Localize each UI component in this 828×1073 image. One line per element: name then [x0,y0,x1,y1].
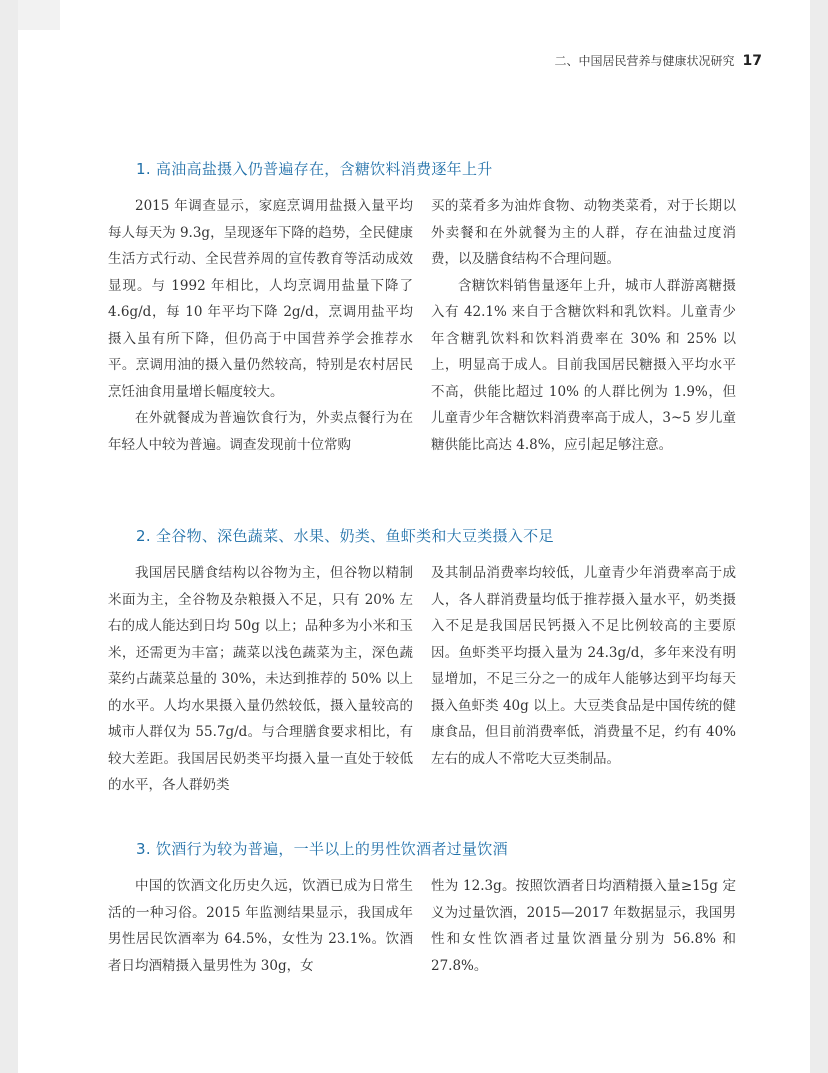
running-header [555,52,763,69]
section-2-left-column [108,560,413,799]
section-2-right-column [431,560,736,772]
section-3-paragraph-1-continued: 性为 12.3g。按照饮酒者日均酒精摄入量≥15g 定义为过量饮酒，2015—2017 年数据显示，我国男性和女性饮酒者过量饮酒量分别为 56.8% 和 27.8%。 [431,878,736,974]
section-3-heading: 3. 饮酒行为较为普遍，一半以上的男性饮酒者过量饮酒 [136,840,508,858]
page-corner-tab [18,0,60,30]
section-2-heading: 2. 全谷物、深色蔬菜、水果、奶类、鱼虾类和大豆类摄入不足 [136,527,554,545]
section-2-paragraph-1-continued: 及其制品消费率均较低，儿童青少年消费率高于成人，各人群消费量均低于推荐摄入量水平，奶类摄入不足是我国居民钙摄入不足比例较高的主要原因。鱼虾类平均摄入量为 24.3g/d，多年来没有明显增加，不足三分之一的成年人能够达到平均每天摄入鱼虾类 40g 以上。大豆类食品是中国传统的健康食品，但目前消费率低，消费量不足，约有 40% 左右的成人不常吃大豆类制品。 [431,565,736,767]
section-3-left-column [108,873,413,979]
section-1-paragraph-1: 2015 年调查显示，家庭烹调用盐摄入量平均每人每天为 9.3g，呈现逐年下降的趋势，全民健康生活方式行动、全民营养周的宣传教育等活动成效显现。与 1992 年相比，人均烹调用盐量下降了 4.6g/d，每 10 年平均下降 2g/d，烹调用盐平均摄入虽有所下降，但仍高于中国营养学会推荐水平。烹调用油的摄入量仍然较高，特别是农村居民烹饪油食用量增长幅度较大。 [108,198,413,400]
section-1-paragraph-3: 含糖饮料销售量逐年上升，城市人群游离糖摄入有 42.1% 来自于含糖饮料和乳饮料。儿童青少年含糖乳饮料和饮料消费率在 30% 和 25% 以上，明显高于成人。目前我国居民糖摄入平均水平不高，供能比超过 10% 的人群比例为 1.9%，但儿童青少年含糖饮料消费率高于成人，3~5 岁儿童糖供能比高达 4.8%，应引起足够注意。 [431,277,736,453]
section-1-left-column [108,193,413,458]
page-number: 17 [742,53,762,69]
section-1-paragraph-2-continued: 买的菜肴多为油炸食物、动物类菜肴，对于长期以外卖餐和在外就餐为主的人群，存在油盐过度消费，以及膳食结构不合理问题。 [431,198,736,267]
section-1-right-column [431,193,736,458]
document-page [18,0,810,1073]
section-3-right-column [431,873,736,979]
section-1-paragraph-2: 在外就餐成为普遍饮食行为，外卖点餐行为在年轻人中较为普遍。调查发现前十位常购 [108,410,413,453]
running-title: 二、中国居民营养与健康状况研究 [554,54,735,68]
section-3-paragraph-1: 中国的饮酒文化历史久远，饮酒已成为日常生活的一种习俗。2015 年监测结果显示，我国成年男性居民饮酒率为 64.5%，女性为 23.1%。饮酒者日均酒精摄入量男性为 30g，女 [108,878,413,974]
section-2-paragraph-1: 我国居民膳食结构以谷物为主，但谷物以精制米面为主，全谷物及杂粮摄入不足，只有 20% 左右的成人能达到日均 50g 以上；品种多为小米和玉米，还需更为丰富；蔬菜以浅色蔬菜为主，深色蔬菜约占蔬菜总量的 30%，未达到推荐的 50% 以上的水平。人均水果摄入量仍然较低，摄入量较高的城市人群仅为 55.7g/d。与合理膳食要求相比，有较大差距。我国居民奶类平均摄入量一直处于较低的水平，各人群奶类 [108,565,413,793]
section-1-heading: 1. 高油高盐摄入仍普遍存在，含糖饮料消费逐年上升 [136,160,493,178]
